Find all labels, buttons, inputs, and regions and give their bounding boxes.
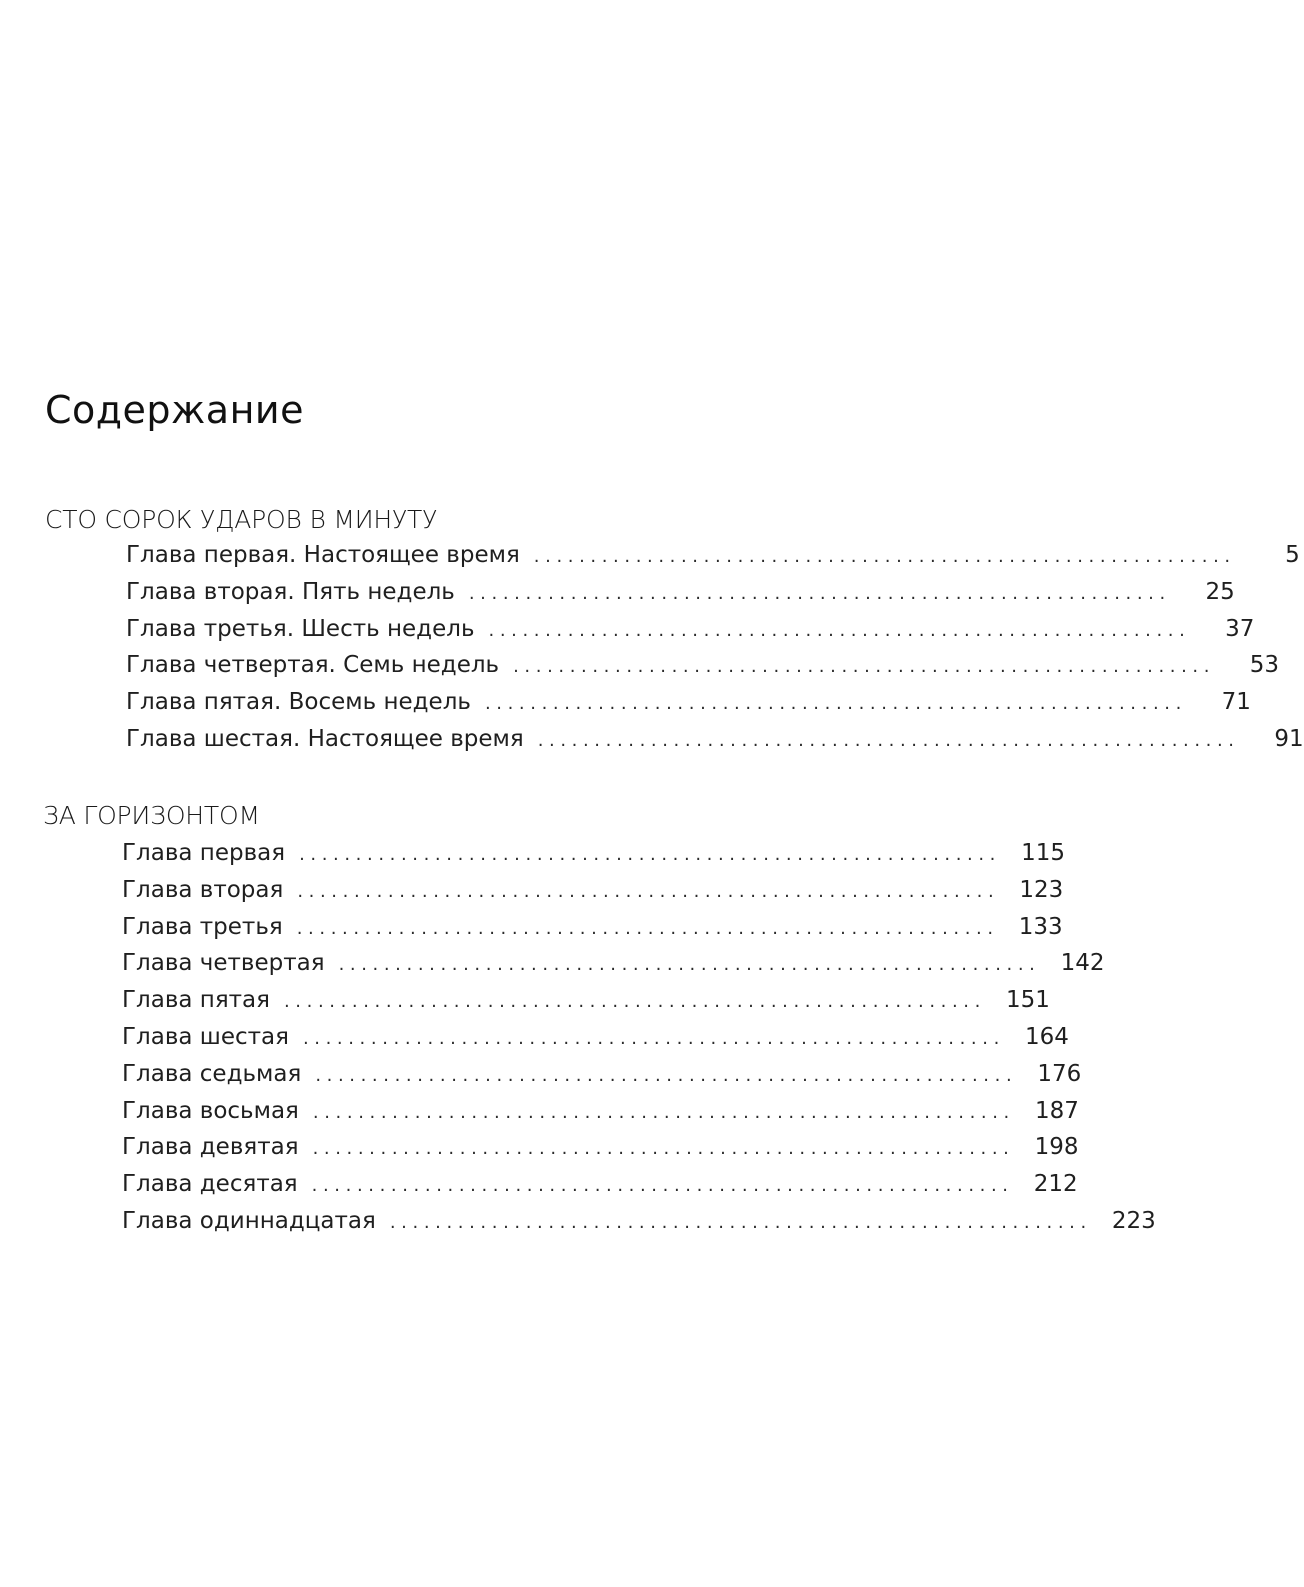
toc-entry-label: Глава третья: [122, 913, 283, 940]
toc-entry-label: Глава четвертая: [122, 950, 325, 977]
toc-entry[interactable]: [126, 689, 1251, 726]
toc-entry[interactable]: [122, 1097, 1079, 1135]
dot-leader: ..............................................................: [312, 1101, 1015, 1123]
toc-entry-label: Глава первая. Настоящее время: [126, 542, 520, 568]
toc-entry-label: Глава третья. Шесть недель: [126, 615, 475, 642]
toc-entry-label: Глава шестая: [122, 1023, 289, 1050]
dot-leader: ..............................................................: [283, 991, 986, 1013]
toc-entry[interactable]: [122, 987, 1050, 1024]
toc-entry-page: 91: [1274, 725, 1304, 752]
toc-entry-page: 212: [1033, 1171, 1078, 1198]
toc-entry-page: 25: [1205, 578, 1235, 605]
dot-leader: ..............................................................: [513, 656, 1216, 678]
dot-leader: ..............................................................: [296, 917, 999, 939]
dot-leader: ..............................................................: [299, 844, 1002, 865]
dot-leader: ..............................................................: [468, 582, 1171, 604]
toc-entry[interactable]: [122, 1060, 1082, 1098]
toc-entry[interactable]: [126, 542, 1300, 579]
toc-entry-label: Глава четвертая. Семь недель: [126, 652, 500, 679]
toc-entry[interactable]: [122, 913, 1063, 951]
toc-list-part-1: [126, 542, 1304, 763]
toc-entry[interactable]: [122, 1171, 1078, 1208]
toc-entry[interactable]: [126, 725, 1304, 763]
page-title: Содержание: [45, 388, 304, 432]
toc-entry-label: Глава шестая. Настоящее время: [126, 725, 524, 752]
toc-entry-page: 37: [1225, 615, 1255, 642]
dot-leader: ..............................................................: [389, 1211, 1092, 1233]
dot-leader: ..............................................................: [488, 619, 1191, 641]
dot-leader: ..............................................................: [484, 693, 1187, 715]
toc-entry-page: 115: [1021, 840, 1066, 866]
toc-entry-label: Глава девятая: [122, 1134, 299, 1161]
toc-entry-label: Глава восьмая: [122, 1097, 299, 1124]
toc-entry-page: 198: [1034, 1134, 1079, 1161]
toc-entry-label: Глава первая: [122, 840, 286, 866]
toc-entry-page: 123: [1019, 876, 1064, 903]
toc-list-part-2: [122, 840, 1156, 1245]
toc-entry[interactable]: [122, 1134, 1079, 1171]
toc-entry-label: Глава вторая: [122, 876, 284, 903]
toc-entry-page: 133: [1018, 913, 1063, 940]
toc-entry[interactable]: [122, 1207, 1156, 1245]
dot-leader: ..............................................................: [302, 1027, 1005, 1049]
toc-entry-page: 151: [1006, 987, 1050, 1014]
toc-entry-page: 142: [1060, 950, 1105, 977]
toc-entry-label: Глава вторая. Пять недель: [126, 578, 455, 605]
dot-leader: ..............................................................: [311, 1175, 1014, 1197]
dot-leader: ..............................................................: [315, 1064, 1018, 1086]
dot-leader: ..............................................................: [533, 546, 1236, 567]
toc-entry-page: 176: [1037, 1060, 1082, 1087]
toc-entry[interactable]: [126, 615, 1255, 653]
toc-entry-page: 164: [1025, 1023, 1069, 1050]
toc-entry[interactable]: [122, 950, 1105, 987]
toc-entry-page: 223: [1111, 1207, 1156, 1234]
dot-leader: ..............................................................: [312, 1138, 1015, 1160]
part-title-sto-sorok-udarov: СТО СОРОК УДАРОВ В МИНУТУ: [45, 505, 438, 534]
toc-entry-page: 187: [1034, 1097, 1079, 1124]
toc-entry-page: 5: [1285, 542, 1300, 568]
dot-leader: ..............................................................: [537, 729, 1240, 751]
toc-entry-label: Глава десятая: [122, 1171, 298, 1198]
toc-entry[interactable]: [122, 876, 1064, 914]
toc-entry[interactable]: [126, 578, 1235, 616]
toc-entry[interactable]: [122, 840, 1066, 877]
part-title-za-gorizontom: ЗА ГОРИЗОНТОМ: [43, 801, 260, 830]
toc-entry-label: Глава седьмая: [122, 1060, 302, 1087]
dot-leader: ..............................................................: [338, 954, 1041, 976]
dot-leader: ..............................................................: [297, 880, 1000, 902]
toc-entry-label: Глава одиннадцатая: [122, 1207, 376, 1234]
toc-entry[interactable]: [126, 652, 1280, 689]
toc-entry-label: Глава пятая: [122, 987, 270, 1014]
toc-entry-page: 71: [1221, 689, 1251, 716]
toc-entry[interactable]: [122, 1023, 1069, 1061]
toc-entry-page: 53: [1249, 652, 1280, 679]
toc-entry-label: Глава пятая. Восемь недель: [126, 689, 471, 716]
